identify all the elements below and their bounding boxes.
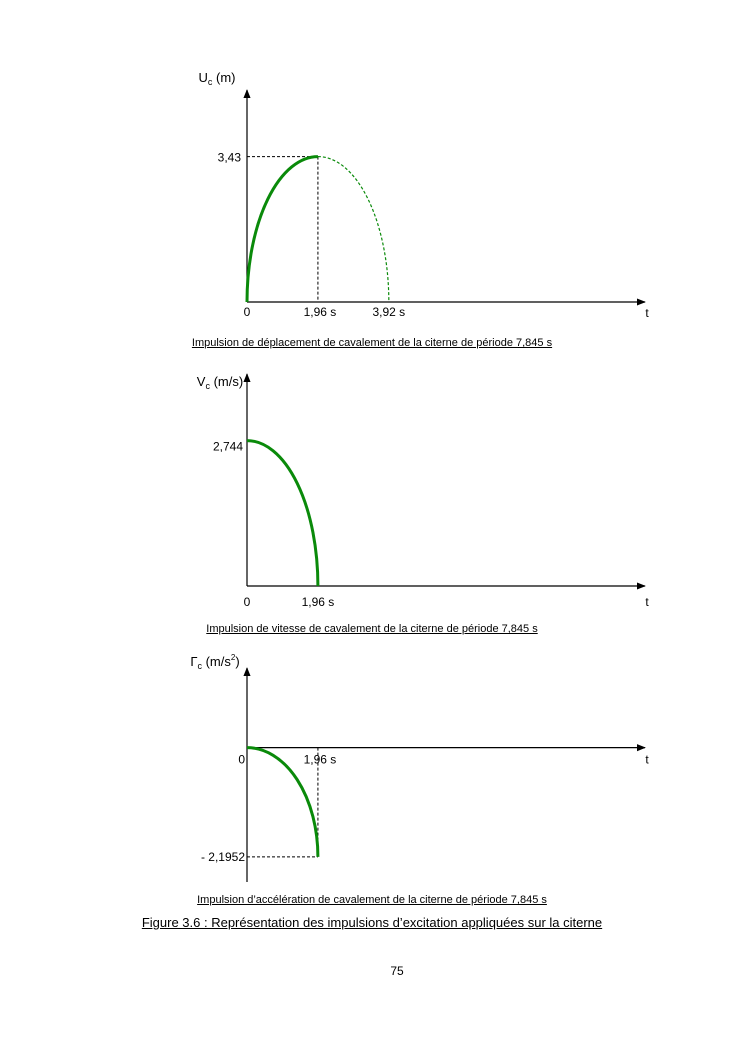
x-axis-label: t [645, 306, 649, 320]
velocity-chart [197, 374, 650, 609]
displacement-chart [199, 70, 650, 320]
velocity-series [247, 441, 318, 586]
x-tick-label-peak: 1,96 s [303, 305, 337, 319]
y-axis-label: $U_c$ (m) [198, 70, 236, 87]
velocity-caption: Impulsion de vitesse de cavalement de la citerne de période 7,845 s [206, 623, 538, 635]
x-tick-label-end: 3,92 s [372, 305, 406, 319]
y-tick-label-origin: 0 [238, 752, 245, 767]
x-axis-label: t [645, 752, 649, 767]
x-tick-label-origin: 0 [243, 305, 251, 319]
x-tick-label-end: 1,96 s [301, 595, 335, 609]
page-number: 75 [390, 964, 404, 978]
figure-caption: Figure 3.6 : Représentation des impulsions d’excitation appliquées sur la citerne [141, 915, 603, 930]
y-axis-label: $\Gamma_c$ $(m/s^2)$ [190, 653, 240, 671]
acceleration-caption: Impulsion d’accélération de cavalement de la citerne de période 7,845 s [197, 894, 547, 906]
acceleration-chart [190, 653, 649, 882]
displacement-series-dashed [318, 157, 389, 302]
displacement-caption: Impulsion de déplacement de cavalement de la citerne de période 7,845 s [191, 337, 553, 349]
displacement-series-solid [247, 157, 318, 302]
y-axis-label: $V_c$ (m/s) [196, 374, 244, 391]
x-axis-label: t [645, 595, 649, 609]
y-tick-label-peak: 3,43 [217, 150, 241, 165]
x-tick-label-origin: 0 [243, 595, 251, 609]
y-tick-label-start: 2,744 [212, 439, 243, 454]
x-tick-label-end: 1,96 s [303, 752, 337, 767]
y-tick-label-end: - 2,1952 [200, 849, 245, 864]
